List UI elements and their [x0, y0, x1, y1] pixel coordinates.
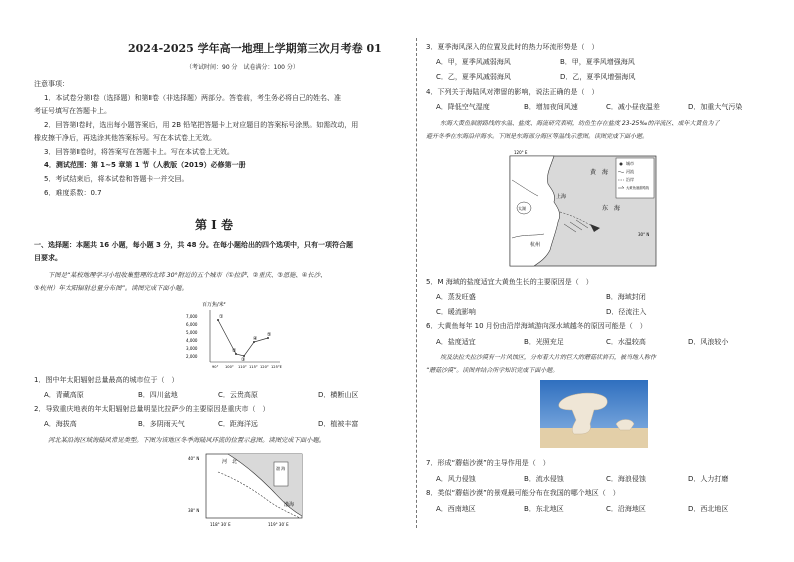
right-column	[420, 0, 794, 562]
question-7-stem: 7．形成“蘑菇沙漠”的主导作用是（ ）	[426, 459, 550, 467]
q2-option-b[interactable]: B．多阴雨天气	[138, 420, 185, 428]
q4-option-b[interactable]: B．增加夜间风速	[524, 103, 578, 111]
q1-option-d[interactable]: D．横断山区	[318, 391, 359, 399]
chart-point-label: ②	[232, 348, 237, 354]
chart-xtick: 115°	[249, 365, 258, 369]
notice-line: 6．难度系数：0.7	[44, 189, 102, 197]
q4-option-c[interactable]: C．减小昼夜温差	[606, 103, 660, 111]
notice-line: 2．回答第Ⅰ卷时，选出每小题答案后，用 2B 铅笔把答题卡上对应题目的答案标号涂黑。如需改动，用	[44, 121, 359, 129]
chart-ytick: 6,000	[186, 322, 198, 327]
passage-3: 东海大黄鱼洄游路线的水温、盐度、海流研究表明，幼鱼生存在盐度 23-25‰的洋流区、成年大黄鱼为了	[440, 120, 720, 127]
q7-option-c[interactable]: C．海浪侵蚀	[606, 475, 646, 483]
map1-sea-label: 渤海	[284, 502, 295, 508]
question-4-stem: 4．下列关于海陆风对滞留的影响，说法正确的是（ ）	[426, 88, 599, 96]
chart-ytick: 7,000	[186, 314, 198, 319]
chart-xtick: 120°	[260, 365, 269, 369]
q2-option-c[interactable]: C．距海洋远	[218, 420, 258, 428]
map1-lon2: 119° 30′ E	[268, 522, 289, 527]
chart-xtick: 100°	[225, 365, 234, 369]
chart-ytick: 2,000	[186, 354, 198, 359]
chart-ytick: 5,000	[186, 330, 198, 335]
q6-option-d[interactable]: D．风浪较小	[688, 338, 729, 346]
east-china-sea-map	[504, 150, 664, 272]
passage-4: 埃及法拉夫拉沙漠有一片风蚀区，分布着大片的巨大的蘑菇状岩石，被当地人称作	[440, 354, 657, 361]
notice-line: 4．测试范围：第 1~5 章第 1 节（人教版（2019）必修第一册	[44, 161, 246, 169]
notice-line: 5．考试结束后，将本试卷和答题卡一并交回。	[44, 175, 189, 183]
chart-xtick: 110°	[238, 365, 247, 369]
q4-option-d[interactable]: D．加重大气污染	[688, 103, 743, 111]
chart-ytick: 4,000	[186, 338, 198, 343]
q8-option-b[interactable]: B．东北地区	[524, 505, 564, 513]
question-6-stem: 6．大黄鱼每年 10 月份由沿岸海域游向深水域越冬的原因可能是（ ）	[426, 322, 647, 330]
q1-option-c[interactable]: C．云贵高原	[218, 391, 258, 399]
q4-option-a[interactable]: A．降低空气湿度	[436, 103, 490, 111]
q5-option-d[interactable]: D．径流注入	[606, 308, 647, 316]
map2-lon-label: 120° E	[514, 150, 528, 155]
q3-option-c[interactable]: C．乙，夏季风减弱海风	[436, 73, 511, 81]
q5-option-a[interactable]: A．蒸发旺盛	[436, 293, 476, 301]
q7-option-a[interactable]: A．风力侵蚀	[436, 475, 476, 483]
q3-option-d[interactable]: D．乙，夏季风增强海风	[560, 73, 636, 81]
chart-ylabel: 百万焦/米²	[202, 302, 226, 308]
q5-option-b[interactable]: B．海域封闭	[606, 293, 646, 301]
section-intro: 目要求。	[34, 254, 62, 262]
chart-point-label: ①	[219, 314, 224, 320]
notice-line: 考证号填写在答题卡上。	[34, 107, 111, 115]
map2-legend-item: 河流	[626, 169, 634, 174]
q1-option-a[interactable]: A．青藏高原	[44, 391, 84, 399]
q8-option-c[interactable]: C．沿海地区	[606, 505, 646, 513]
passage-1: 下图是“某校地理学习小组收集整理的北纬 30°附近的五个城市（①拉萨、②重庆、③恩施、④长沙、	[48, 272, 327, 279]
question-1-stem: 1．图中年太阳辐射总量最高的城市位于（ ）	[34, 376, 179, 384]
q1-option-b[interactable]: B．四川盆地	[138, 391, 178, 399]
q2-option-a[interactable]: A．海拔高	[44, 420, 77, 428]
map2-legend-item: 大黄鱼洄游路线	[626, 186, 650, 190]
chart-point-label: ③	[241, 357, 246, 363]
map1-lat-top: 40° N	[188, 456, 200, 461]
map2-lat-label: 30° N	[638, 232, 650, 237]
chart-point-label: ⑤	[267, 332, 272, 338]
q8-option-a[interactable]: A．西南地区	[436, 505, 476, 513]
mushroom-rock-photo	[540, 380, 648, 448]
map2-legend-item: 城市	[626, 161, 634, 166]
bohai-coast-map	[188, 450, 318, 532]
notice-line: 1．本试卷分第Ⅰ卷（选择题）和第Ⅱ卷（非选择题）两部分。答卷前，考生务必将自己的姓名、准	[44, 94, 341, 102]
question-2-stem: 2．导致重庆地表的年太阳辐射总量明显比拉萨少的主要原因是重庆市（ ）	[34, 405, 270, 413]
exam-subtitle: （考试时间：90 分 试卷满分：100 分）	[186, 64, 299, 71]
chart-xtick: 125°E	[271, 365, 282, 369]
q8-option-d[interactable]: D．西北地区	[688, 505, 729, 513]
map1-lon1: 118° 30′ E	[210, 522, 231, 527]
section-title: 第 Ⅰ 卷	[195, 218, 233, 232]
map2-hangzhou-label: 杭州	[530, 242, 541, 248]
passage-1: ⑤杭州）年太阳辐射总量分布图”。读图完成下面小题。	[34, 285, 188, 292]
map2-east-sea-label: 东 海	[602, 205, 621, 212]
question-8-stem: 8．类似“蘑菇沙漠”的景观最可能分布在我国的哪个地区（ ）	[426, 489, 620, 497]
q6-option-a[interactable]: A．盐度适宜	[436, 338, 476, 346]
notice-heading: 注意事项：	[34, 80, 69, 88]
map2-legend-item: 沿岸	[626, 177, 634, 182]
q3-option-a[interactable]: A．甲，夏季风减弱海风	[436, 58, 511, 66]
map1-lat-bottom: 38° N	[188, 508, 200, 513]
notice-line: 橡皮擦干净后，再选涂其他答案标号。写在本试卷上无效。	[34, 134, 216, 142]
map2-inland-label: 太湖	[518, 206, 526, 211]
passage-2: 河北某沿海区域海陆风常见类型。下图为该地区冬季海陆风环流的位置示意图。读图完成下面小题。	[48, 437, 326, 444]
q3-option-b[interactable]: B．甲，夏季风增强海风	[560, 58, 635, 66]
question-5-stem: 5．M 海域的盐度适宜大黄鱼生长的主要原因是（ ）	[426, 278, 593, 286]
solar-radiation-chart	[180, 298, 290, 370]
passage-3: 避开冬季在东海沿岸海水。下图是东海部分海区等温线示意图。读图完成下面小题。	[426, 133, 649, 140]
map2-city-label: 上海	[556, 194, 567, 200]
notice-line: 3．回答第Ⅱ卷时，将答案写在答题卡上。写在本试卷上无效。	[44, 148, 234, 156]
q6-option-c[interactable]: C．水温较高	[606, 338, 646, 346]
q2-option-d[interactable]: D．植被丰富	[318, 420, 359, 428]
map1-island-label: 渤 海	[276, 466, 286, 471]
passage-4: “蘑菇沙漠”。读图并结合所学知识完成下面小题。	[426, 367, 559, 374]
exam-title: 2024-2025 学年高一地理上学期第三次月考卷 01	[128, 42, 382, 55]
chart-xtick: 90°	[212, 365, 219, 369]
question-3-stem: 3．夏季海风深入的位置及此时的热力环流形势是（ ）	[426, 43, 599, 51]
chart-point-label: ④	[253, 336, 258, 342]
q5-option-c[interactable]: C．暖流影响	[436, 308, 476, 316]
map1-land-label: 河 北	[222, 459, 238, 465]
section-intro: 一、选择题：本题共 16 小题，每小题 3 分，共 48 分。在每小题给出的四个选项中，只有一项符合题	[34, 241, 353, 249]
chart-ytick: 3,000	[186, 346, 198, 351]
map2-yellow-sea-label: 黄 海	[590, 169, 609, 176]
q7-option-b[interactable]: B．流水侵蚀	[524, 475, 564, 483]
column-divider	[416, 38, 417, 528]
q7-option-d[interactable]: D．人力打磨	[688, 475, 729, 483]
q6-option-b[interactable]: B．光照充足	[524, 338, 564, 346]
